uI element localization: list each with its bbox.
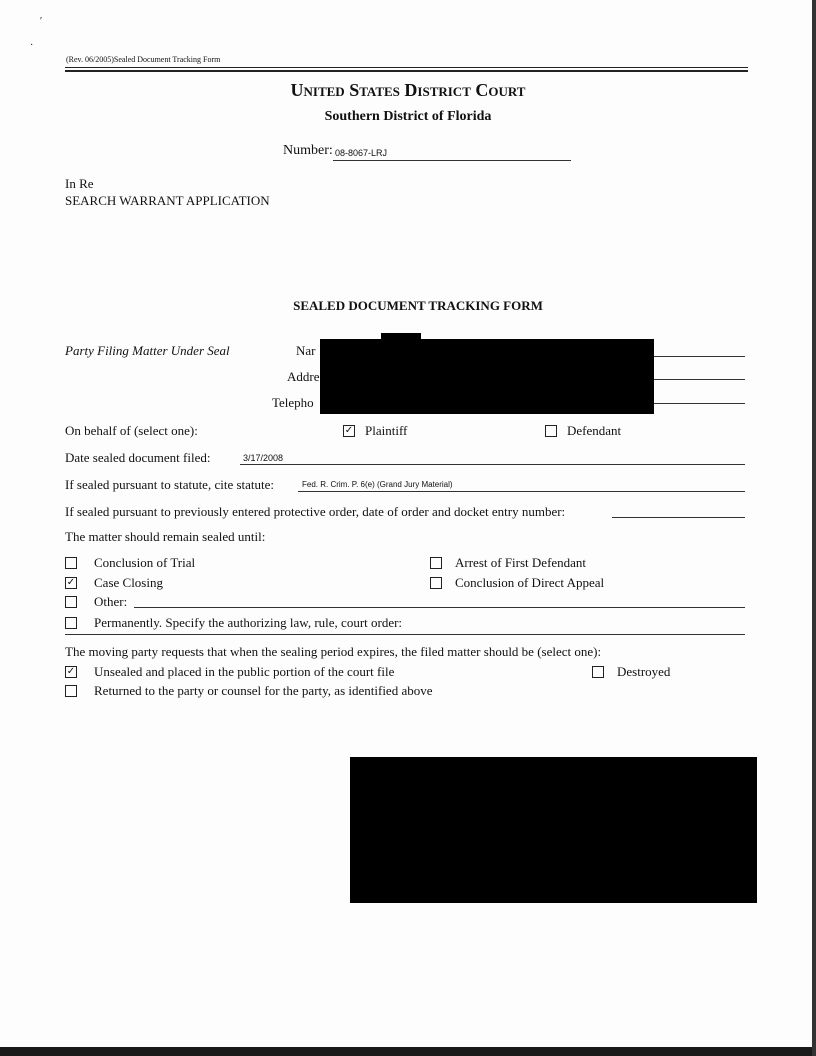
date-filed-value: 3/17/2008 xyxy=(243,453,284,463)
number-underline xyxy=(333,160,571,161)
header-rule xyxy=(65,67,748,68)
on-behalf-label: On behalf of (select one): xyxy=(65,423,198,438)
date-filed-label: Date sealed document filed: xyxy=(65,450,211,465)
in-re-label: In Re xyxy=(65,176,94,191)
unsealed-checkbox[interactable]: ✓ xyxy=(66,666,76,677)
direct-appeal-checkbox[interactable] xyxy=(430,577,442,589)
protective-order-label: If sealed pursuant to previously entered protective order, date of order and docket entry number: xyxy=(65,504,566,519)
permanently-underline xyxy=(65,634,745,635)
scan-mark: ′ xyxy=(40,16,43,27)
form-title: SEALED DOCUMENT TRACKING FORM xyxy=(293,298,543,313)
header-rule xyxy=(65,70,748,72)
redaction-block xyxy=(320,339,654,414)
revision-label: (Rev. 06/2005)Sealed Document Tracking Form xyxy=(66,55,221,64)
case-number: 08-8067-LRJ xyxy=(335,148,388,158)
court-name: United States District Court xyxy=(290,80,526,100)
signature-redaction-block xyxy=(350,757,757,903)
permanently-checkbox[interactable] xyxy=(65,617,77,629)
returned-checkbox[interactable] xyxy=(65,685,77,697)
permanently-label: Permanently. Specify the authorizing law, rule, court order: xyxy=(94,615,403,630)
direct-appeal-label: Conclusion of Direct Appeal xyxy=(455,575,605,590)
name-label: Nar xyxy=(296,343,316,358)
arrest-label: Arrest of First Defendant xyxy=(455,555,587,570)
statute-value: Fed. R. Crim. P. 6(e) (Grand Jury Material) xyxy=(302,480,453,489)
statute-underline xyxy=(298,491,745,492)
conclusion-of-trial-checkbox[interactable] xyxy=(65,557,77,569)
date-underline xyxy=(240,464,745,465)
case-closing-label: Case Closing xyxy=(94,575,163,590)
scan-border-right xyxy=(812,0,816,1056)
address-label: Addre xyxy=(287,369,320,384)
plaintiff-checkbox[interactable]: ✓ xyxy=(344,425,354,436)
defendant-checkbox[interactable] xyxy=(545,425,557,437)
case-closing-checkbox[interactable]: ✓ xyxy=(66,577,76,588)
arrest-checkbox[interactable] xyxy=(430,557,442,569)
returned-label: Returned to the party or counsel for the party, as identified above xyxy=(94,683,433,698)
expiry-label: The moving party requests that when the sealing period expires, the filed matter should be (select one): xyxy=(65,644,602,659)
court-district: Southern District of Florida xyxy=(324,109,492,124)
statute-label: If sealed pursuant to statute, cite statute: xyxy=(65,477,275,492)
number-label: Number: xyxy=(283,143,333,158)
matter-title: SEARCH WARRANT APPLICATION xyxy=(65,193,270,208)
destroyed-label: Destroyed xyxy=(617,664,671,679)
scan-mark: · xyxy=(30,40,34,51)
telephone-label: Telepho xyxy=(272,395,314,410)
other-checkbox[interactable] xyxy=(65,596,77,608)
sealed-until-label: The matter should remain sealed until: xyxy=(65,529,266,544)
destroyed-checkbox[interactable] xyxy=(592,666,604,678)
conclusion-of-trial-label: Conclusion of Trial xyxy=(94,555,196,570)
other-underline xyxy=(134,607,745,608)
party-label: Party Filing Matter Under Seal xyxy=(65,343,230,358)
protective-order-underline xyxy=(612,517,745,518)
other-label: Other: xyxy=(94,594,128,609)
defendant-label: Defendant xyxy=(567,423,622,438)
scan-border-bottom xyxy=(0,1047,816,1056)
plaintiff-label: Plaintiff xyxy=(365,423,408,438)
unsealed-label: Unsealed and placed in the public portion of the court file xyxy=(94,664,395,679)
